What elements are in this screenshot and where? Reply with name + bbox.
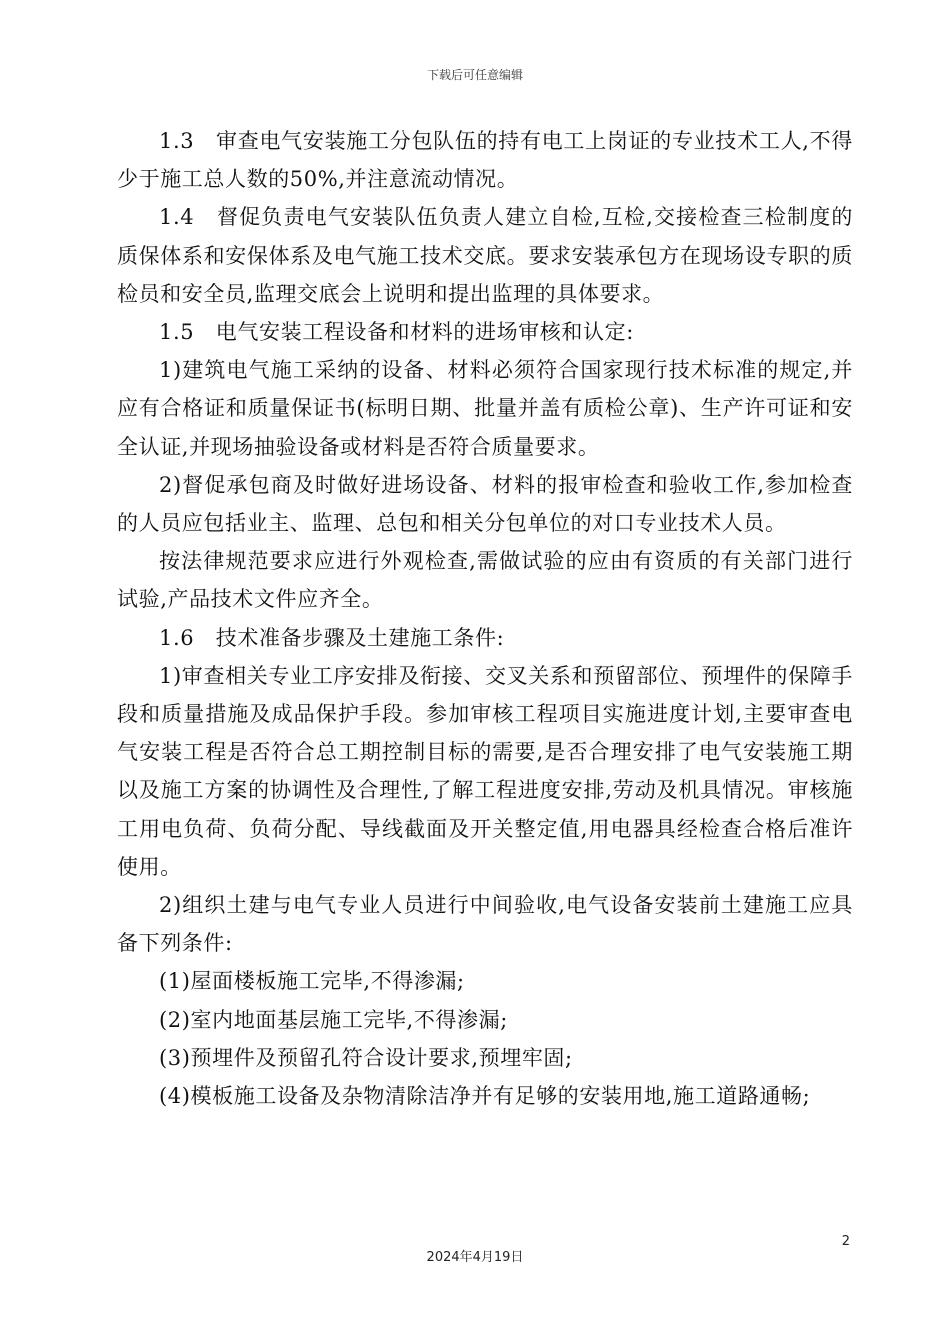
paragraph-1-6-item-1: 1)审查相关专业工序安排及衔接、交叉关系和预留部位、预埋件的保障手段和质量措施及成品保护手段。参加审核工程项目实施进度计划,主要审查电气安装工程是否符合总工期控制目标的需要,是否合理安排了电气安装施工期以及施工方案的协调性及合理性,了解工程进度安排,劳动及机具情况。审核施工用电负荷、负荷分配、导线截面及开关整定值,用电器具经检查合格后准许使用。 bbox=[117, 663, 853, 879]
paragraph-1-3: 1.3 审查电气安装施工分包队伍的持有电工上岗证的专业技术工人,不得少于施工总人数的50%,并注意流动情况。 bbox=[117, 129, 853, 192]
paragraph-1-5-item-1: 1)建筑电气施工采纳的设备、材料必须符合国家现行技术标准的规定,并应有合格证和质量保证书(标明日期、批量并盖有质检公章)、生产许可证和安全认证,并现场抽验设备或材料是否符合质量要求。 bbox=[117, 358, 853, 459]
footer-date: 2024年4月19日 bbox=[426, 1250, 524, 1265]
document-body bbox=[117, 122, 853, 1115]
condition-item-4: (4)模板施工设备及杂物清除洁净并有足够的安装用地,施工道路通畅; bbox=[159, 1084, 811, 1109]
condition-item-1: (1)屋面楼板施工完毕,不得渗漏; bbox=[159, 969, 465, 994]
paragraph-1-6: 1.6 技术准备步骤及土建施工条件: bbox=[159, 625, 505, 650]
paragraph-1-5: 1.5 电气安装工程设备和材料的进场审核和认定: bbox=[159, 320, 634, 345]
condition-item-2: (2)室内地面基层施工完毕,不得渗漏; bbox=[159, 1007, 508, 1032]
paragraph-inspection-note: 按法律规范要求应进行外观检查,需做试验的应由有资质的有关部门进行试验,产品技术文件应齐全。 bbox=[117, 549, 853, 612]
paragraph-1-6-item-2: 2)组织土建与电气专业人员进行中间验收,电气设备安装前土建施工应具备下列条件: bbox=[117, 893, 853, 956]
paragraph-1-4: 1.4 督促负责电气安装队伍负责人建立自检,互检,交接检查三检制度的质保体系和安保体系及电气施工技术交底。要求安装承包方在现场设专职的质检员和安全员,监理交底会上说明和提出监理的具体要求。 bbox=[117, 205, 853, 306]
paragraph-1-5-item-2: 2)督促承包商及时做好进场设备、材料的报审检查和验收工作,参加检查的人员应包括业主、监理、总包和相关分包单位的对口专业技术人员。 bbox=[117, 472, 853, 536]
page-header: 下载后可任意编辑 bbox=[426, 68, 523, 82]
page-number: 2 bbox=[841, 1234, 850, 1249]
condition-item-3: (3)预埋件及预留孔符合设计要求,预埋牢固; bbox=[159, 1045, 573, 1070]
